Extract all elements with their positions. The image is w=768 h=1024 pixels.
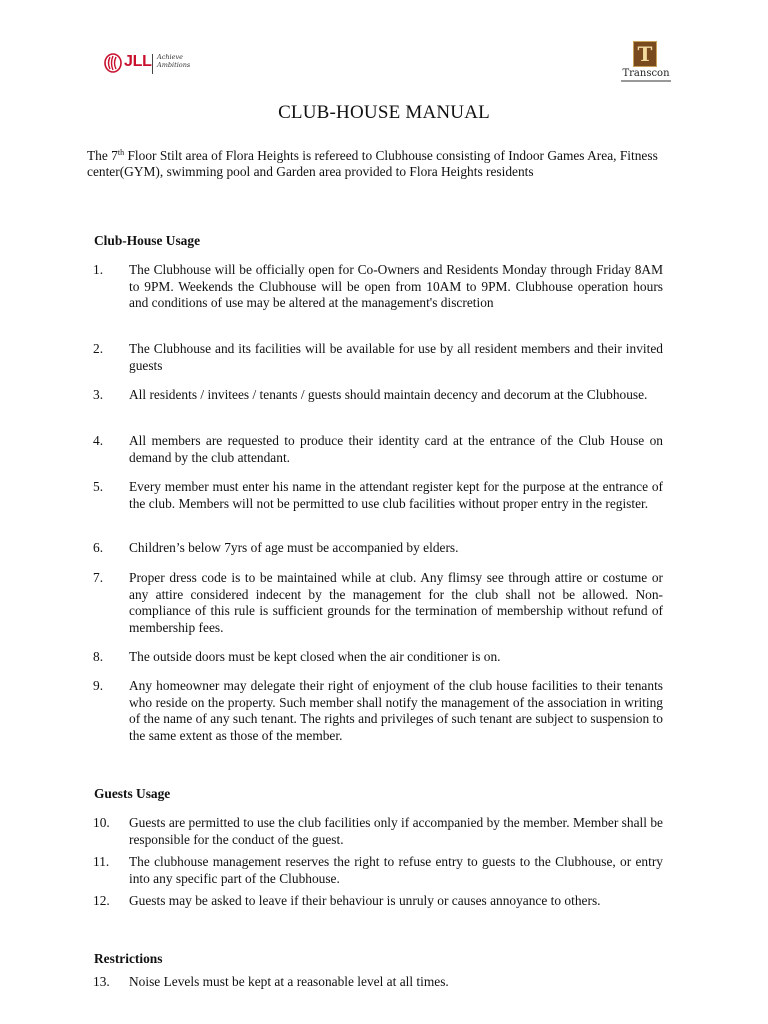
list-item-number: 2. xyxy=(93,341,104,356)
jll-tagline-line2: Ambitions xyxy=(157,61,191,69)
list-item-number: 7. xyxy=(93,570,104,585)
jll-logo-text: JLL xyxy=(124,53,152,70)
list-item-number: 3. xyxy=(93,387,104,402)
list-item-number: 6. xyxy=(93,540,104,555)
page-header xyxy=(0,0,768,95)
list-item-text: Every member must enter his name in the attendant register kept for the purpose at the entrance of the club. Members will not be permitted to use club facilities without proper entry in the register. xyxy=(129,479,663,511)
transcon-logo-mark: T xyxy=(637,42,653,66)
intro-post: Floor Stilt area of Flora Heights is refereed to Clubhouse consisting of Indoor Games Area, Fitness center(GYM), swimming pool and Garden area provided to Flora Heights residents xyxy=(87,148,658,180)
document-title: CLUB-HOUSE MANUAL xyxy=(278,102,490,123)
section-heading-clubhouse-usage: Club-House Usage xyxy=(94,233,201,248)
list-item-number: 10. xyxy=(93,815,110,830)
jll-logo-tagline xyxy=(157,53,190,69)
intro-paragraph xyxy=(87,148,667,181)
list-item-text: The Clubhouse will be officially open for Co-Owners and Residents Monday through Friday 8AM to 9PM. Weekends the Clubhouse will be open from 10AM to 9PM. Clubhouse operation hours and conditions of use may be altered at the management's discretion xyxy=(129,262,663,311)
jll-logo-divider xyxy=(152,54,153,74)
list-item-text: The Clubhouse and its facilities will be available for use by all resident members and their invited guests xyxy=(129,341,663,373)
list-item-text: Guests are permitted to use the club facilities only if accompanied by the member. Member shall be responsible for the conduct of the guest. xyxy=(129,815,663,847)
list-item-text: Children’s below 7yrs of age must be accompanied by elders. xyxy=(129,540,459,555)
jll-tagline-line1: Achieve xyxy=(157,53,183,61)
transcon-logo-text: Transcon xyxy=(622,68,670,79)
list-item-number: 9. xyxy=(93,678,104,693)
intro-pre: The 7 xyxy=(87,148,118,163)
list-item-number: 5. xyxy=(93,479,104,494)
transcon-logo-underline xyxy=(621,80,671,82)
list-item-number: 1. xyxy=(93,262,104,277)
list-item-number: 11. xyxy=(93,854,110,869)
section-heading-restrictions: Restrictions xyxy=(94,951,163,966)
transcon-logo-icon xyxy=(633,41,657,67)
list-item-number: 8. xyxy=(93,649,104,664)
list-item-text: Proper dress code is to be maintained while at club. Any flimsy see through attire or costume or any attire considered indecent by the management for the club shall not be allowed. Non-compliance of this rule is sufficient grounds for the termination of membership without refund of membership fees. xyxy=(129,570,663,635)
list-item-number: 12. xyxy=(93,893,110,908)
list-item-text: All residents / invitees / tenants / guests should maintain decency and decorum at the Clubhouse. xyxy=(129,387,648,402)
list-item-text: The clubhouse management reserves the right to refuse entry to guests to the Clubhouse, or entry into any specific part of the Clubhouse. xyxy=(129,854,663,886)
list-item-text: Noise Levels must be kept at a reasonable level at all times. xyxy=(129,974,449,989)
list-item-text: Guests may be asked to leave if their behaviour is unruly or causes annoyance to others. xyxy=(129,893,601,908)
list-item-text: All members are requested to produce their identity card at the entrance of the Club House on demand by the club attendant. xyxy=(129,433,663,465)
list-item-number: 4. xyxy=(93,433,104,448)
jll-logo-icon xyxy=(104,53,122,73)
list-item-text: The outside doors must be kept closed when the air conditioner is on. xyxy=(129,649,501,664)
list-item-text: Any homeowner may delegate their right of enjoyment of the club house facilities to their tenants who reside on the property. Such member shall notify the management of the association in writing of the name of any such tenant. The rights and privileges of such tenant are subject to suspension to the same extent as those of the member. xyxy=(129,678,663,743)
list-item-number: 13. xyxy=(93,974,110,989)
jll-logo xyxy=(104,53,204,75)
intro-superscript: th xyxy=(117,148,125,157)
transcon-logo xyxy=(621,41,671,87)
section-heading-guests-usage: Guests Usage xyxy=(94,786,171,801)
